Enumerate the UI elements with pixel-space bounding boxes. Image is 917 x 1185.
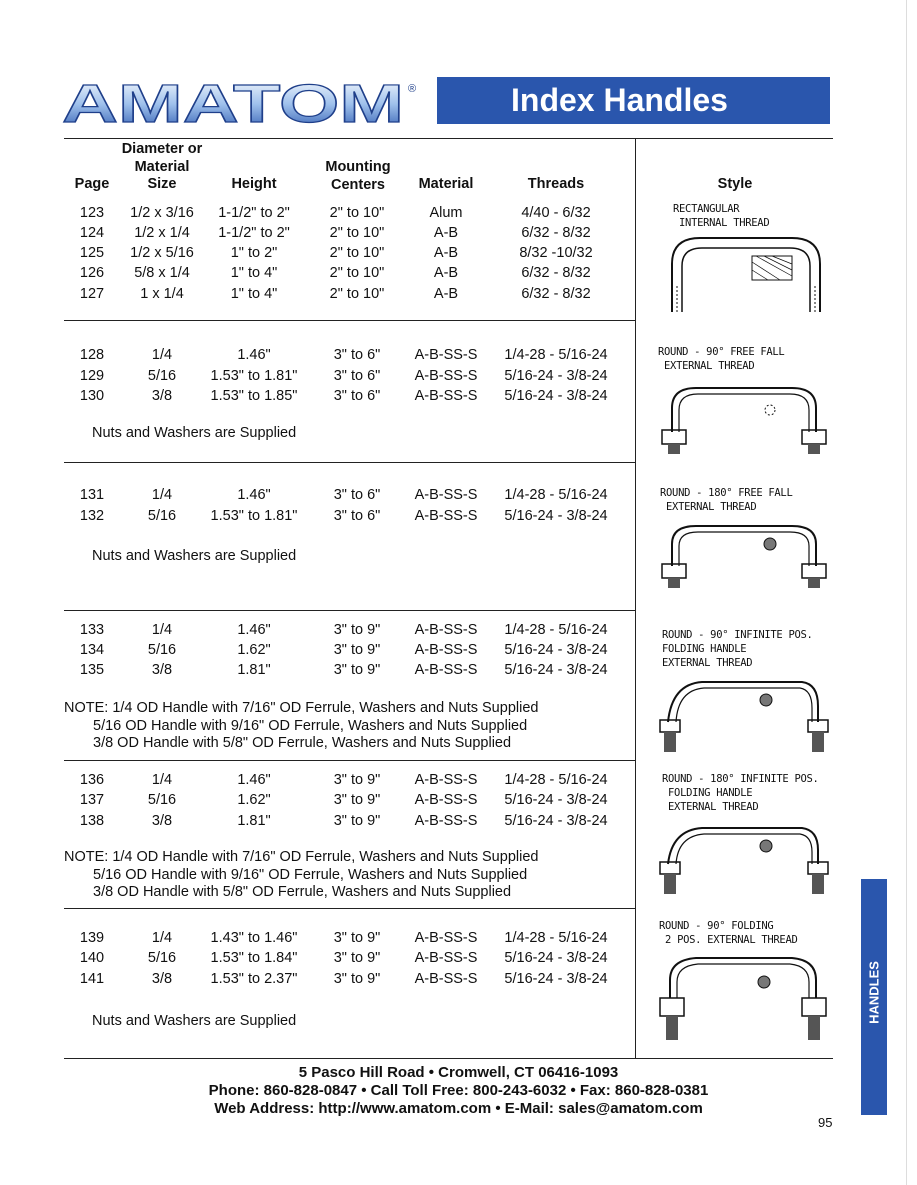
section-divider [64,610,635,611]
header-threads: Threads [527,176,585,192]
table-row: 123 1/2 x 3/16 1-1/2" to 2" 2" to 10" Alum 4/40 - 6/32 [79,205,591,221]
table-row: 125 1/2 x 5/16 1" to 2" 2" to 10" A-B 8/32 -10/32 [79,245,593,261]
rectangular-handle-sketch [660,226,830,316]
style-label: RECTANGULAR INTERNAL THREAD [673,203,770,229]
table-row: 137 5/16 1.62" 3" to 9" A-B-SS-S 5/16-24 - 3/8-24 [79,792,608,808]
section-note: Nuts and Washers are Supplied [92,1013,297,1029]
table-row: 134 5/16 1.62" 3" to 9" A-B-SS-S 5/16-24 - 3/8-24 [79,642,608,658]
page-number: 95 [818,1115,833,1130]
table-row: 131 1/4 1.46" 3" to 6" A-B-SS-S 1/4-28 - 5/16-24 [79,487,608,503]
page-title: Index Handles [437,77,830,124]
header-size: Diameter or Material Size [121,141,203,192]
section-note: Nuts and Washers are Supplied [92,548,297,564]
section-note: Nuts and Washers are Supplied [92,425,297,441]
round-180-free-fall-sketch [652,514,832,594]
header-page: Page [74,176,110,192]
table-row: 132 5/16 1.53" to 1.81" 3" to 6" A-B-SS-S 5/16-24 - 3/8-24 [79,508,608,524]
section-tab-handles: HANDLES [861,879,887,1115]
brand-name: AMATOM [62,78,404,126]
style-label: ROUND - 90° INFINITE POS. FOLDING HANDLE EXTERNAL THREAD [662,629,813,669]
section-divider [64,760,635,761]
table-row: 126 5/8 x 1/4 1" to 4" 2" to 10" A-B 6/32 - 8/32 [79,265,591,281]
style-column-divider [635,139,636,1058]
section-note: NOTE: 1/4 OD Handle with 7/16" OD Ferrule, Washers and Nuts Supplied 5/16 OD Handle with 9/16" OD Ferrule, Washers and Nuts Supplied 3/8 OD Handle with 5/8" OD Ferrule, Washers and Nuts Supplied [64,700,539,751]
footer-web: Web Address: http://www.amatom.com • E-Mail: sales@amatom.com [214,1100,703,1117]
section-divider [64,462,635,463]
section-divider [64,320,635,321]
table-row: 136 1/4 1.46" 3" to 9" A-B-SS-S 1/4-28 - 5/16-24 [79,772,608,788]
round-90-infinite-folding-sketch [652,676,832,758]
table-row: 141 3/8 1.53" to 2.37" 3" to 9" A-B-SS-S 5/16-24 - 3/8-24 [79,971,608,987]
round-90-free-fall-sketch [652,374,832,460]
table-row: 139 1/4 1.43" to 1.46" 3" to 9" A-B-SS-S 1/4-28 - 5/16-24 [79,930,608,946]
header-height: Height [231,176,277,192]
registered-mark: ® [408,83,417,95]
round-180-infinite-folding-sketch [652,820,832,902]
table-row: 124 1/2 x 1/4 1-1/2" to 2" 2" to 10" A-B 6/32 - 8/32 [79,225,591,241]
table-row: 130 3/8 1.53" to 1.85" 3" to 6" A-B-SS-S 5/16-24 - 3/8-24 [79,388,608,404]
table-row: 129 5/16 1.53" to 1.81" 3" to 6" A-B-SS-S 5/16-24 - 3/8-24 [79,368,608,384]
table-row: 140 5/16 1.53" to 1.84" 3" to 9" A-B-SS-S 5/16-24 - 3/8-24 [79,950,608,966]
table-row: 135 3/8 1.81" 3" to 9" A-B-SS-S 5/16-24 - 3/8-24 [79,662,608,678]
header-mounting: Mounting Centers [325,159,391,193]
page-edge [906,0,907,1185]
section-note: NOTE: 1/4 OD Handle with 7/16" OD Ferrule, Washers and Nuts Supplied 5/16 OD Handle with 9/16" OD Ferrule, Washers and Nuts Supplied 3/8 OD Handle with 5/8" OD Ferrule, Washers and Nuts Supplied [64,849,539,900]
table-top-rule [64,138,833,139]
table-row: 138 3/8 1.81" 3" to 9" A-B-SS-S 5/16-24 - 3/8-24 [79,813,608,829]
table-row: 133 1/4 1.46" 3" to 9" A-B-SS-S 1/4-28 - 5/16-24 [79,622,608,638]
section-divider [64,908,635,909]
round-90-folding-2-pos-sketch [652,950,832,1050]
style-label: ROUND - 90° FOLDING 2 POS. EXTERNAL THREAD [659,920,798,946]
table-row: 128 1/4 1.46" 3" to 6" A-B-SS-S 1/4-28 - 5/16-24 [79,347,608,363]
footer-phone: Phone: 860-828-0847 • Call Toll Free: 800-243-6032 • Fax: 860-828-0381 [208,1082,709,1099]
style-label: ROUND - 90° FREE FALL EXTERNAL THREAD [658,346,785,372]
amatom-logo [62,78,422,126]
table-bottom-rule [64,1058,833,1059]
footer-address: 5 Pasco Hill Road • Cromwell, CT 06416-1093 [298,1064,619,1081]
header-material: Material [418,176,474,192]
style-label: ROUND - 180° FREE FALL EXTERNAL THREAD [660,487,793,513]
style-label: ROUND - 180° INFINITE POS. FOLDING HANDLE EXTERNAL THREAD [662,773,819,813]
header-style: Style [717,176,753,192]
table-row: 127 1 x 1/4 1" to 4" 2" to 10" A-B 6/32 - 8/32 [79,286,591,302]
